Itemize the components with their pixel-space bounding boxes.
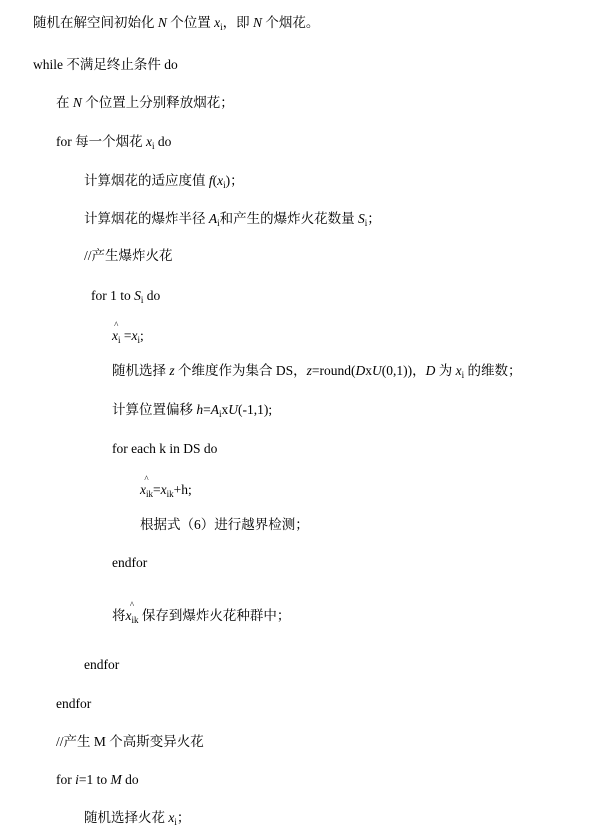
text: while 不满足终止条件 do <box>33 57 178 72</box>
subscript: ik <box>131 615 139 625</box>
math-var: f <box>208 173 213 188</box>
text: ; <box>140 328 144 343</box>
subscript: i <box>152 141 155 151</box>
text: for <box>56 772 76 787</box>
text: endfor <box>112 555 148 570</box>
text: endfor <box>84 657 120 672</box>
text: ，即 <box>222 15 254 30</box>
fitness-line <box>84 172 244 190</box>
math-var: x <box>217 173 224 188</box>
text: 计算烟花的爆炸半径 <box>84 211 209 226</box>
text: 随机选择 <box>112 363 170 378</box>
text: ( <box>212 173 218 188</box>
text: +h; <box>173 482 192 497</box>
subscript: i <box>223 180 226 190</box>
hat-var <box>140 481 153 499</box>
hat-var <box>126 607 139 625</box>
endfor-inner <box>112 554 147 572</box>
math-var: U <box>372 363 382 378</box>
comment-gaussian <box>56 733 204 751</box>
text: (0,1))， <box>381 363 426 378</box>
text: )； <box>225 173 244 188</box>
copy-line <box>112 327 144 345</box>
text: x <box>365 363 373 378</box>
radius-line <box>84 210 381 228</box>
math-var: N <box>253 15 263 30</box>
math-var: U <box>228 402 239 417</box>
math-var: x <box>131 328 138 343</box>
text: = <box>153 482 161 497</box>
text: 随机在解空间初始化 <box>33 15 158 30</box>
subscript: i <box>174 817 177 827</box>
text: 个位置上分别释放烟花； <box>81 95 234 110</box>
endfor-firework <box>56 695 91 713</box>
init-line <box>33 14 319 32</box>
subscript: i <box>461 370 465 380</box>
offset-line <box>112 401 272 419</box>
text: for 每一个烟花 <box>56 134 146 149</box>
subscript: i <box>140 295 144 305</box>
shift-line <box>140 481 192 499</box>
subscript: ik <box>166 489 174 499</box>
math-var: z <box>169 363 175 378</box>
text: 计算烟花的适应度值 <box>84 173 209 188</box>
text: 保存到爆炸火花种群中； <box>138 608 291 623</box>
math-var: D <box>425 363 436 378</box>
math-var: i <box>75 772 79 787</box>
save-spark-line <box>112 607 290 625</box>
math-var: x <box>214 15 221 30</box>
math-var: x <box>112 328 118 343</box>
math-var: S <box>134 288 141 303</box>
text: do <box>121 772 139 787</box>
math-var: D <box>355 363 366 378</box>
while-line <box>33 56 178 74</box>
math-var: x <box>146 134 152 149</box>
endfor-spark <box>84 656 119 674</box>
math-var: x <box>125 608 132 623</box>
text: do <box>154 134 172 149</box>
text: //产生爆炸火花 <box>84 248 173 263</box>
for-each-firework-line <box>56 133 171 151</box>
text: endfor <box>56 696 92 711</box>
for-each-k-line <box>112 440 217 458</box>
math-var: A <box>210 402 219 417</box>
subscript: i <box>220 22 223 32</box>
select-spark-line <box>84 809 190 827</box>
text: //产生 M 个高斯变异火花 <box>56 734 204 749</box>
select-dims-line <box>112 362 522 380</box>
math-var: h <box>196 402 204 417</box>
subscript: i <box>364 218 368 228</box>
text: 个位置 <box>166 15 215 30</box>
comment-explosion <box>84 247 173 265</box>
math-var: x <box>455 363 462 378</box>
text: 根据式（6）进行越界检测； <box>140 517 309 532</box>
text: (-1,1); <box>238 402 273 417</box>
math-var: x <box>160 482 167 497</box>
text: ； <box>367 211 381 226</box>
text: =round( <box>311 363 356 378</box>
subscript: i <box>217 218 220 228</box>
text: = <box>203 402 211 417</box>
math-var: z <box>306 363 312 378</box>
text: ； <box>176 810 191 825</box>
text: 个维度作为集合 DS， <box>174 363 307 378</box>
math-var: S <box>358 211 365 226</box>
text: =1 to <box>78 772 111 787</box>
text: 为 <box>435 363 456 378</box>
text: 的维数； <box>464 363 522 378</box>
text: 和产生的爆炸火花数量 <box>219 211 359 226</box>
text: 在 <box>56 95 73 110</box>
text: for each k in DS do <box>112 441 218 456</box>
math-var: N <box>157 15 167 30</box>
subscript: i <box>118 335 121 345</box>
text: 计算位置偏移 <box>112 402 197 417</box>
release-line <box>56 94 234 112</box>
subscript: i <box>137 335 141 345</box>
math-var: A <box>208 211 218 226</box>
math-var: x <box>140 482 146 497</box>
for-gaussian-line <box>56 771 139 789</box>
subscript: ik <box>146 489 154 499</box>
bound-check-line <box>140 516 309 534</box>
text: x <box>221 402 229 417</box>
text: 将 <box>112 608 126 623</box>
for-spark-line <box>91 287 160 305</box>
math-var: N <box>72 95 82 110</box>
text: = <box>120 328 132 343</box>
text: 随机选择火花 <box>84 810 169 825</box>
text: do <box>143 288 161 303</box>
hat-var <box>112 327 121 345</box>
text: for 1 to <box>91 288 135 303</box>
subscript: i <box>219 409 222 419</box>
math-var: x <box>168 810 175 825</box>
text: 个烟花。 <box>262 15 320 30</box>
math-var: M <box>110 772 122 787</box>
